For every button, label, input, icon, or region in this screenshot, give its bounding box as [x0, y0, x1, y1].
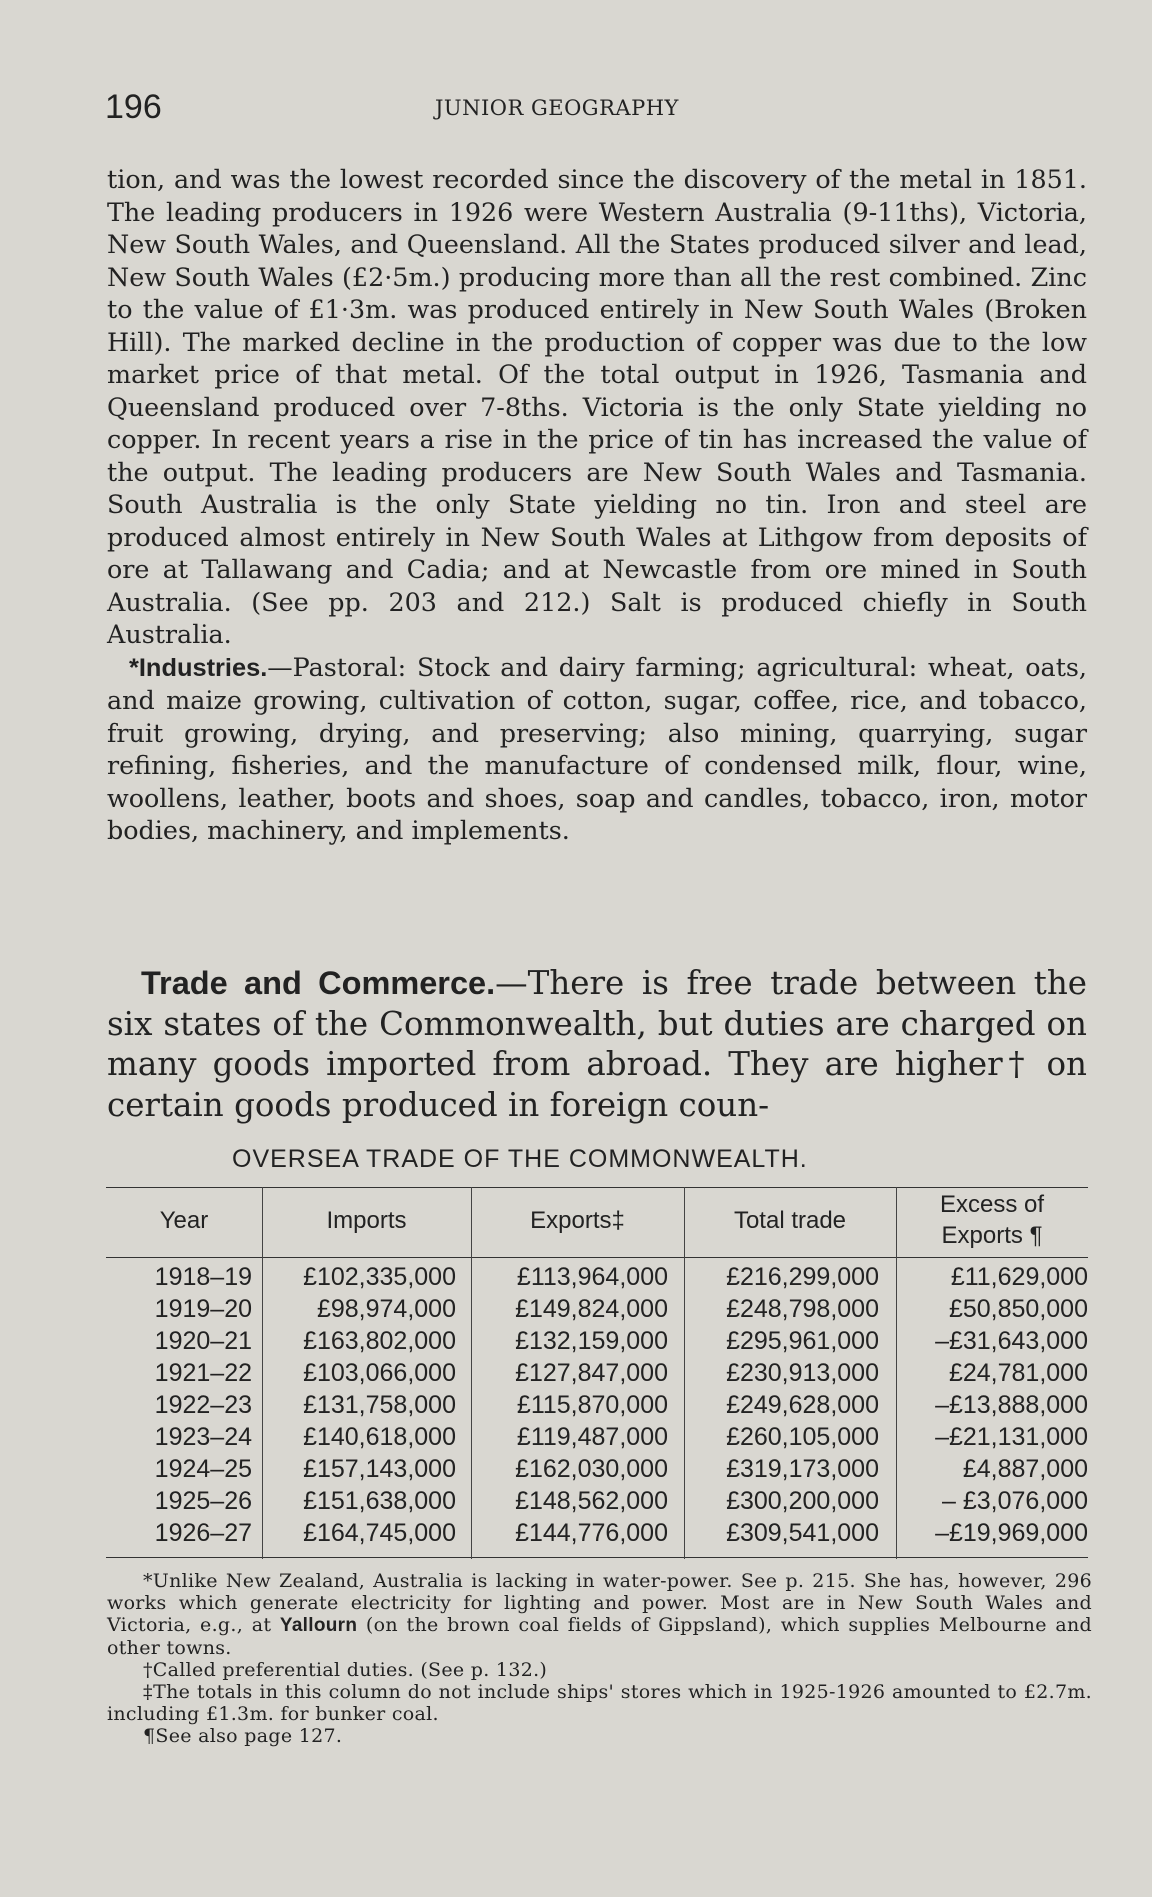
cell-total-trade: £249,628,000 — [726, 1391, 879, 1419]
header-excess-line1: Excess of — [939, 1191, 1045, 1218]
trade-section — [107, 963, 1087, 1125]
cell-total-trade: £319,173,000 — [726, 1455, 879, 1483]
cell-exports: £127,847,000 — [515, 1359, 668, 1387]
table-row — [106, 1295, 1088, 1327]
cell-excess: –£31,643,000 — [935, 1327, 1088, 1355]
cell-year: 1921–22 — [154, 1359, 252, 1387]
table-row — [106, 1391, 1088, 1423]
cell-total-trade: £260,105,000 — [726, 1423, 879, 1451]
footnote-preferential: †Called preferential duties. (See p. 132.) — [143, 1659, 548, 1681]
cell-imports: £163,802,000 — [303, 1327, 456, 1355]
cell-excess: –£21,131,000 — [935, 1423, 1088, 1451]
cell-excess: £24,781,000 — [948, 1359, 1088, 1387]
cell-exports: £119,487,000 — [516, 1423, 668, 1451]
cell-imports: £157,143,000 — [303, 1455, 456, 1483]
footnote-text: *Unlike New Zealand, Australia is lacking in water-power. See p. 215. She has, however, 296 works which generate electricity for lighting and power. Most are in New South Wales and Victoria, e.g., at — [107, 1570, 1092, 1636]
cell-imports: £140,618,000 — [303, 1423, 456, 1451]
industries-heading: *Industries. — [129, 653, 268, 682]
table-row — [106, 1519, 1088, 1551]
cell-excess: –£13,888,000 — [935, 1391, 1088, 1419]
cell-exports: £115,870,000 — [516, 1391, 668, 1419]
cell-excess: –£19,969,000 — [935, 1519, 1088, 1547]
cell-total-trade: £309,541,000 — [726, 1519, 879, 1547]
paragraph-industries — [107, 651, 1087, 847]
cell-exports: £148,562,000 — [515, 1487, 668, 1515]
footnote-exports: ‡The totals in this column do not include ships' stores which in 1925-1926 amounted to £2.7m. including £1.3m. for bunker coal. — [107, 1681, 1092, 1725]
cell-total-trade: £216,299,000 — [726, 1263, 879, 1291]
industries-text: —Pastoral: Stock and dairy farming; agricultural: wheat, oats, and maize growing, cultivation of cotton, sugar, coffee, rice, and tobacco, fruit growing, drying, and preserving; also mining, quarrying, sugar refining, fisheries, and the manufacture of condensed milk, flour, wine, woollens, leather, boots and shoes, soap and candles, tobacco, iron, motor bodies, machinery, and implements. — [107, 651, 1087, 845]
table-caption: OVERSEA TRADE OF THE COMMONWEALTH. — [232, 1145, 808, 1173]
cell-year: 1924–25 — [154, 1455, 252, 1483]
trade-table — [106, 1187, 1088, 1559]
footnote-see-also: ¶See also page 127. — [143, 1725, 343, 1747]
page-number: 196 — [105, 88, 162, 126]
running-title: JUNIOR GEOGRAPHY — [435, 96, 679, 120]
table-row — [106, 1455, 1088, 1487]
cell-year: 1919–20 — [154, 1295, 252, 1323]
cell-year: 1926–27 — [154, 1519, 252, 1547]
table-bottom-rule — [106, 1557, 1088, 1558]
cell-total-trade: £230,913,000 — [726, 1359, 879, 1387]
cell-year: 1922–23 — [154, 1391, 252, 1419]
header-total-trade: Total trade — [733, 1207, 847, 1234]
header-excess-line2: Exports ¶ — [941, 1222, 1043, 1249]
paragraph-minerals: tion, and was the lowest recorded since the discovery of the metal in 1851. The leading producers in 1926 were Western Australia (9-11ths), Victoria, New South Wales, and Queensland. All the States produced silver and lead, New South Wales (£2·5m.) producing more than all the rest combined. Zinc to the value of £1·3m. was produced entirely in New South Wales (Broken Hill). The marked decline in the production of copper was due to the low market price of that metal. Of the total output in 1926, Tasmania and Queensland produced over 7-8ths. Victoria is the only State yielding no copper. In recent years a rise in the price of tin has increased the value of the output. The leading producers are New South Wales and Tasmania. South Australia is the only State yielding no tin. Iron and steel are produced almost entirely in New South Wales at Lithgow from deposits of ore at Tallawang and Cadia; and at Newcastle from ore mined in South Australia. (See pp. 203 and 212.) Salt is produced chiefly in South Australia. — [107, 164, 1087, 649]
cell-excess: – £3,076,000 — [942, 1487, 1088, 1515]
table-top-rule — [106, 1187, 1088, 1188]
table-header-rule — [106, 1257, 1088, 1258]
table-row — [106, 1327, 1088, 1359]
cell-year: 1920–21 — [154, 1327, 252, 1355]
footnote-bold: Yallourn — [279, 1615, 358, 1636]
cell-exports: £144,776,000 — [515, 1519, 668, 1547]
table-row — [106, 1423, 1088, 1455]
cell-total-trade: £300,200,000 — [726, 1487, 879, 1515]
table-row — [106, 1487, 1088, 1519]
header-exports: Exports‡ — [530, 1207, 625, 1234]
page-header — [105, 88, 1085, 128]
footnote-water-power — [107, 1570, 1092, 1659]
paragraph-trade — [107, 963, 1087, 1125]
cell-excess: £4,887,000 — [962, 1455, 1088, 1483]
cell-exports: £162,030,000 — [515, 1455, 668, 1483]
cell-year: 1923–24 — [154, 1423, 252, 1451]
body-text — [107, 163, 1087, 847]
cell-excess: £11,629,000 — [950, 1263, 1088, 1291]
cell-exports: £113,964,000 — [516, 1263, 668, 1291]
cell-imports: £131,758,000 — [303, 1391, 456, 1419]
cell-excess: £50,850,000 — [948, 1295, 1088, 1323]
cell-imports: £98,974,000 — [316, 1295, 456, 1323]
footnotes — [107, 1570, 1092, 1747]
cell-imports: £103,066,000 — [303, 1359, 456, 1387]
header-year: Year — [159, 1207, 209, 1234]
cell-year: 1918–19 — [154, 1263, 252, 1291]
cell-imports: £151,638,000 — [303, 1487, 456, 1515]
cell-imports: £102,335,000 — [303, 1263, 456, 1291]
cell-year: 1925–26 — [154, 1487, 252, 1515]
trade-text: —There is free trade between the six states of the Commonwealth, but duties are charged on many goods imported from abroad. They are higher† on certain goods produced in foreign coun- — [107, 964, 1087, 1124]
footnote-text: (on the brown coal fields of Gippsland), which supplies Melbourne and other towns. — [107, 1614, 1092, 1659]
header-imports: Imports — [326, 1207, 407, 1234]
cell-imports: £164,745,000 — [303, 1519, 456, 1547]
cell-total-trade: £248,798,000 — [726, 1295, 879, 1323]
cell-exports: £149,824,000 — [515, 1295, 668, 1323]
cell-exports: £132,159,000 — [515, 1327, 668, 1355]
table-row — [106, 1359, 1088, 1391]
cell-total-trade: £295,961,000 — [726, 1327, 879, 1355]
table-row — [106, 1263, 1088, 1295]
trade-heading: Trade and Commerce. — [141, 965, 496, 1001]
